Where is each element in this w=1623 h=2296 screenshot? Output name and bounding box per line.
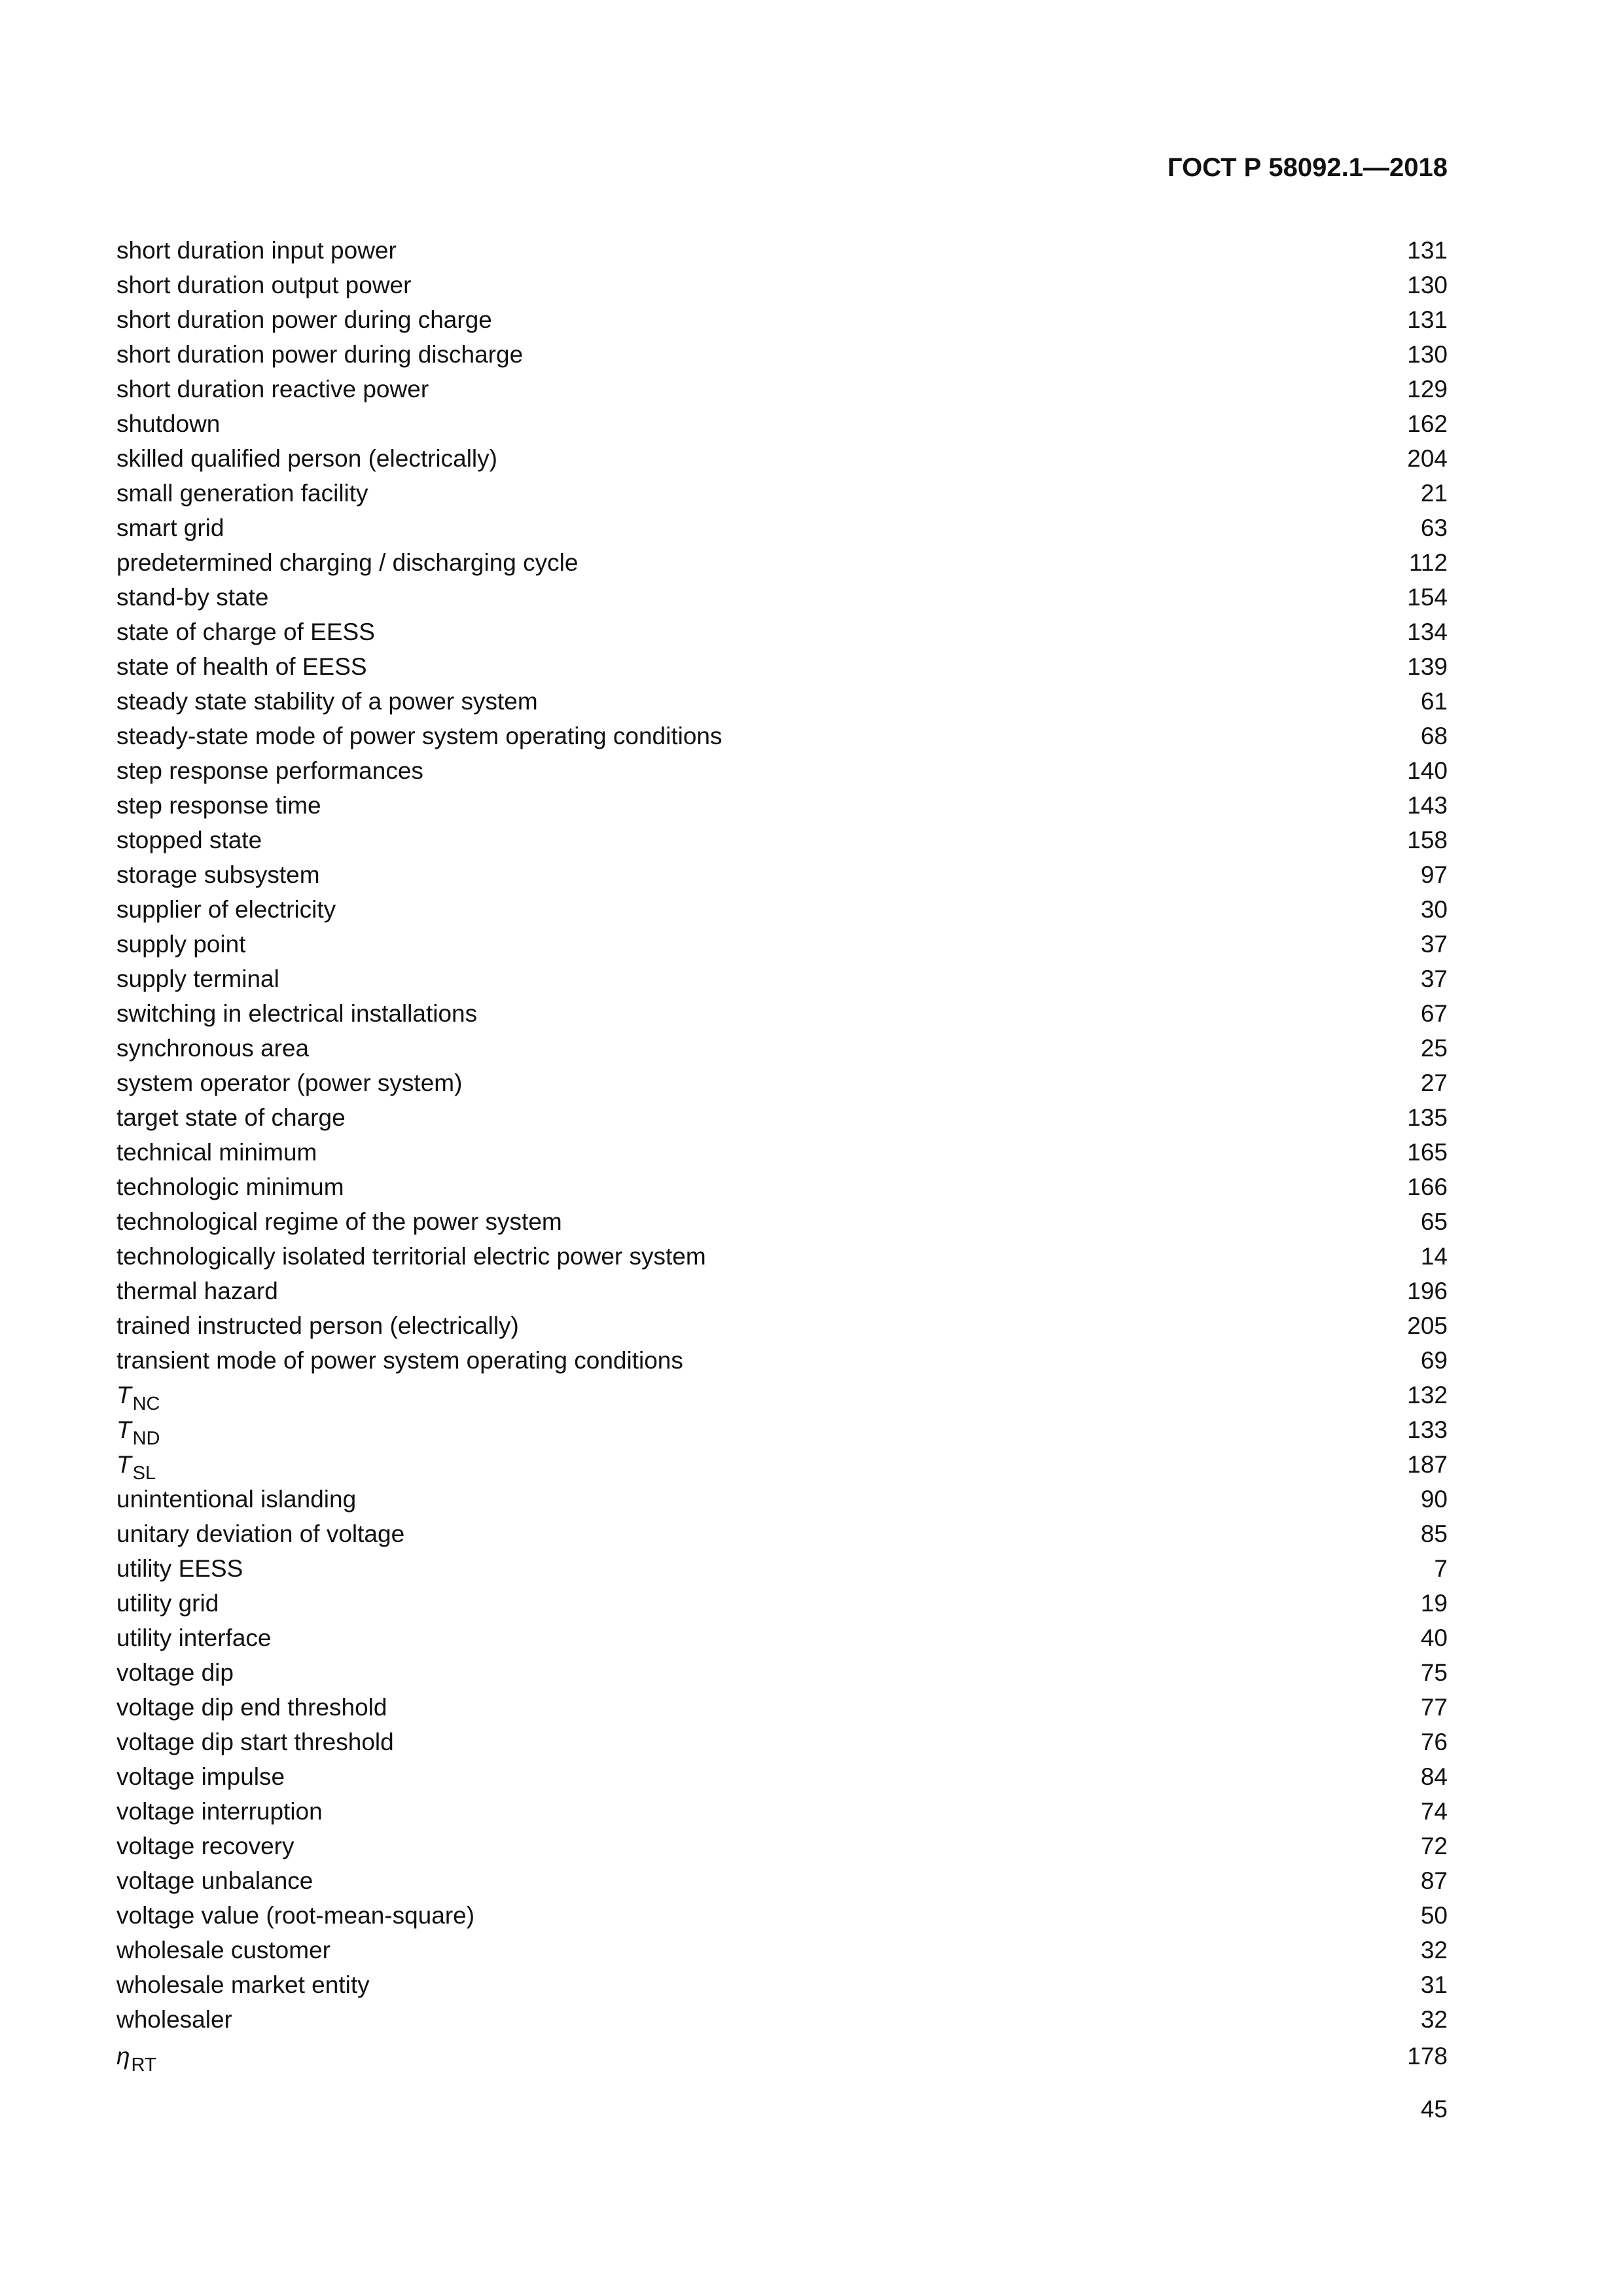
index-entry [116, 1135, 1448, 1170]
index-page-ref: 87 [1420, 1867, 1448, 1894]
index-term: wholesaler [116, 2006, 232, 2033]
index-page-ref: 139 [1407, 653, 1448, 680]
index-entry [116, 406, 1448, 441]
index-entry [116, 615, 1448, 649]
index-term: utility EESS [116, 1555, 243, 1582]
index-term: voltage dip end threshold [116, 1694, 387, 1721]
index-entry [116, 719, 1448, 753]
index-page-ref: 135 [1407, 1104, 1448, 1131]
index-term: target state of charge [116, 1104, 346, 1131]
index-term: voltage dip [116, 1659, 234, 1686]
index-entry [116, 1863, 1448, 1898]
index-entry [116, 1308, 1448, 1343]
index-page-ref: 131 [1407, 237, 1448, 264]
index-term: steady state stability of a power system [116, 688, 538, 715]
index-term: smart grid [116, 514, 224, 541]
index-page-ref: 65 [1420, 1208, 1448, 1235]
index-entry [116, 1829, 1448, 1863]
index-entry [116, 753, 1448, 788]
index-entry [116, 1100, 1448, 1135]
index-page-ref: 32 [1420, 2006, 1448, 2033]
index-page-ref: 97 [1420, 861, 1448, 888]
index-page-ref: 37 [1420, 965, 1448, 992]
index-entry [116, 927, 1448, 961]
index-entry [116, 268, 1448, 302]
index-page-ref: 76 [1420, 1729, 1448, 1755]
term-index-list [116, 233, 1448, 2073]
index-term: voltage dip start threshold [116, 1729, 394, 1755]
index-entry [116, 1794, 1448, 1829]
index-term: predetermined charging / discharging cycle [116, 549, 579, 576]
index-entry [116, 1343, 1448, 1378]
index-entry [116, 857, 1448, 892]
index-term: short duration output power [116, 272, 412, 298]
index-term: switching in electrical installations [116, 1000, 478, 1027]
index-entry [116, 580, 1448, 615]
index-term: storage subsystem [116, 861, 320, 888]
index-term: unintentional islanding [116, 1486, 357, 1513]
index-entry [116, 1239, 1448, 1274]
index-page-ref: 129 [1407, 376, 1448, 403]
index-entry [116, 1898, 1448, 1933]
index-term: technologic minimum [116, 1174, 344, 1200]
index-page-ref: 72 [1420, 1833, 1448, 1859]
index-entry [116, 511, 1448, 545]
symbol-letter: η [116, 2043, 130, 2070]
index-entry [116, 372, 1448, 406]
index-term: technical minimum [116, 1139, 317, 1166]
index-page-ref: 130 [1407, 272, 1448, 298]
index-page-ref: 63 [1420, 514, 1448, 541]
index-entry [116, 441, 1448, 476]
symbol-letter: T [116, 1451, 132, 1478]
index-entry [116, 1274, 1448, 1308]
index-entry [116, 788, 1448, 823]
index-page-ref: 61 [1420, 688, 1448, 715]
index-symbol [116, 2037, 156, 2078]
symbol-letter: T [116, 1416, 132, 1443]
index-page-ref: 31 [1420, 1971, 1448, 1998]
index-entry [116, 1690, 1448, 1725]
index-entry [116, 2002, 1448, 2037]
index-entry [116, 1066, 1448, 1100]
index-entry [116, 1621, 1448, 1655]
index-term: trained instructed person (electrically) [116, 1312, 519, 1339]
index-page-ref: 178 [1407, 2043, 1448, 2070]
index-entry [116, 996, 1448, 1031]
index-term: voltage impulse [116, 1763, 285, 1790]
index-entry [116, 1551, 1448, 1586]
index-entry [116, 1586, 1448, 1621]
index-page-ref: 130 [1407, 341, 1448, 368]
index-entry [116, 2037, 1448, 2073]
index-entry [116, 1031, 1448, 1066]
index-page-ref: 69 [1420, 1347, 1448, 1374]
index-term: skilled qualified person (electrically) [116, 445, 497, 472]
index-page-ref: 196 [1407, 1278, 1448, 1304]
index-page-ref: 21 [1420, 480, 1448, 507]
index-term: unitary deviation of voltage [116, 1520, 405, 1547]
symbol-subscript: NC [132, 1393, 160, 1414]
index-page-ref: 77 [1420, 1694, 1448, 1721]
index-page-ref: 68 [1420, 723, 1448, 749]
index-term: stopped state [116, 827, 262, 853]
index-term: step response performances [116, 757, 423, 784]
index-entry [116, 823, 1448, 857]
index-page-ref: 40 [1420, 1624, 1448, 1651]
index-term: short duration input power [116, 237, 397, 264]
index-page-ref: 205 [1407, 1312, 1448, 1339]
index-term: shutdown [116, 410, 221, 437]
index-page-ref: 30 [1420, 896, 1448, 923]
index-term: wholesale customer [116, 1937, 330, 1964]
index-entry [116, 545, 1448, 580]
index-term: wholesale market entity [116, 1971, 370, 1998]
index-page-ref: 32 [1420, 1937, 1448, 1964]
index-entry [116, 684, 1448, 719]
index-term: voltage recovery [116, 1833, 294, 1859]
index-term: voltage unbalance [116, 1867, 313, 1894]
index-term: state of health of EESS [116, 653, 367, 680]
index-term: state of charge of EESS [116, 619, 375, 645]
index-page-ref: 27 [1420, 1069, 1448, 1096]
index-term: steady-state mode of power system operating conditions [116, 723, 722, 749]
index-page-ref: 162 [1407, 410, 1448, 437]
index-entry [116, 233, 1448, 268]
index-entry [116, 649, 1448, 684]
index-term: voltage value (root-mean-square) [116, 1902, 475, 1929]
index-entry [116, 1967, 1448, 2002]
index-term: stand-by state [116, 584, 269, 611]
index-term: technologically isolated territorial electric power system [116, 1243, 706, 1270]
index-term: utility grid [116, 1590, 219, 1617]
symbol-letter: T [116, 1382, 132, 1408]
index-page-ref: 74 [1420, 1798, 1448, 1825]
index-entry [116, 1655, 1448, 1690]
index-entry [116, 1725, 1448, 1759]
index-entry [116, 1759, 1448, 1794]
index-entry [116, 892, 1448, 927]
symbol-subscript: ND [132, 1428, 160, 1449]
index-page-ref: 84 [1420, 1763, 1448, 1790]
index-term: system operator (power system) [116, 1069, 463, 1096]
index-entry [116, 1516, 1448, 1551]
index-entry [116, 1447, 1448, 1482]
index-entry [116, 1482, 1448, 1516]
index-page-ref: 67 [1420, 1000, 1448, 1027]
index-page-ref: 85 [1420, 1520, 1448, 1547]
index-page-ref: 90 [1420, 1486, 1448, 1513]
index-term: voltage interruption [116, 1798, 323, 1825]
index-page-ref: 140 [1407, 757, 1448, 784]
index-page-ref: 37 [1420, 931, 1448, 958]
index-entry [116, 1412, 1448, 1447]
index-entry [116, 1378, 1448, 1412]
index-term: synchronous area [116, 1035, 310, 1062]
index-entry [116, 1170, 1448, 1204]
index-term: short duration power during charge [116, 306, 492, 333]
index-symbol [116, 1378, 160, 1415]
index-symbol [116, 1447, 156, 1484]
index-term: technological regime of the power system [116, 1208, 562, 1235]
index-entry [116, 961, 1448, 996]
index-term: transient mode of power system operating conditions [116, 1347, 683, 1374]
index-page-ref: 14 [1420, 1243, 1448, 1270]
index-page-ref: 132 [1407, 1382, 1448, 1408]
index-page-ref: 187 [1407, 1451, 1448, 1478]
index-page-ref: 166 [1407, 1174, 1448, 1200]
index-page-ref: 165 [1407, 1139, 1448, 1166]
index-term: small generation facility [116, 480, 368, 507]
index-term: supply point [116, 931, 246, 958]
index-page-ref: 50 [1420, 1902, 1448, 1929]
index-entry [116, 1204, 1448, 1239]
index-term: utility interface [116, 1624, 272, 1651]
index-term: short duration reactive power [116, 376, 429, 403]
index-page-ref: 204 [1407, 445, 1448, 472]
index-term: step response time [116, 792, 321, 819]
index-entry [116, 1933, 1448, 1967]
symbol-subscript: SL [132, 1463, 156, 1484]
index-entry [116, 337, 1448, 372]
index-page-ref: 7 [1434, 1555, 1448, 1582]
index-page-ref: 143 [1407, 792, 1448, 819]
index-page-ref: 158 [1407, 827, 1448, 853]
index-page-ref: 154 [1407, 584, 1448, 611]
index-page-ref: 19 [1420, 1590, 1448, 1617]
index-page-ref: 134 [1407, 619, 1448, 645]
index-page-ref: 133 [1407, 1416, 1448, 1443]
symbol-subscript: RT [131, 2054, 156, 2075]
page-number: 45 [1420, 2096, 1448, 2123]
index-term: supply terminal [116, 965, 279, 992]
document-header: ГОСТ Р 58092.1—2018 [1167, 153, 1448, 182]
index-entry [116, 302, 1448, 337]
index-page-ref: 25 [1420, 1035, 1448, 1062]
index-term: short duration power during discharge [116, 341, 524, 368]
index-page-ref: 112 [1409, 549, 1448, 576]
index-page-ref: 131 [1407, 306, 1448, 333]
index-term: supplier of electricity [116, 896, 336, 923]
index-term: thermal hazard [116, 1278, 278, 1304]
index-entry [116, 476, 1448, 511]
index-page-ref: 75 [1420, 1659, 1448, 1686]
index-symbol [116, 1412, 160, 1450]
